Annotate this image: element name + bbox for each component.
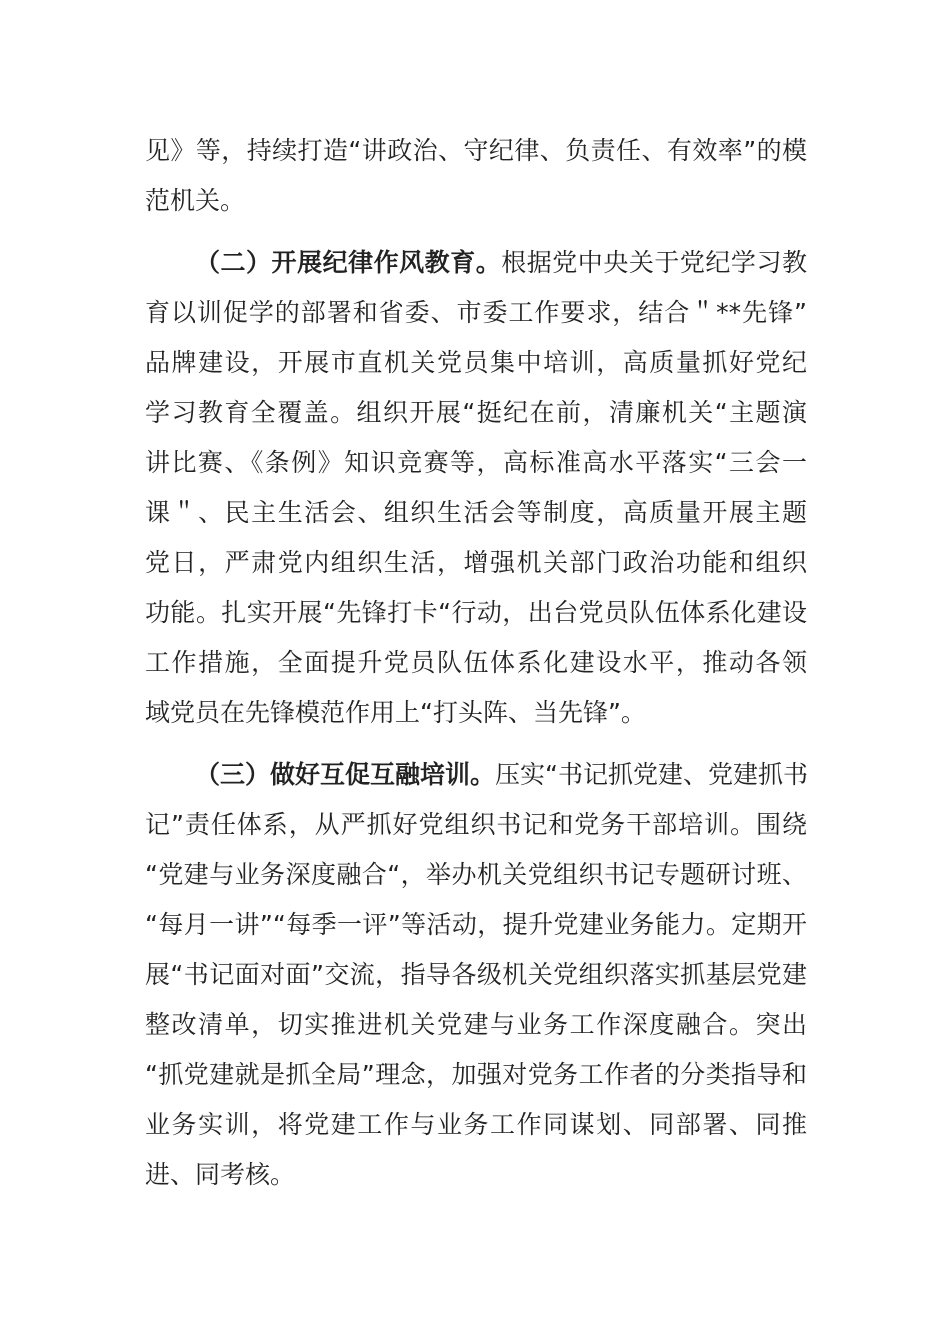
text-line: 党日，严肃党内组织生活，增强机关部门政治功能和组织: [145, 548, 807, 577]
document-body: [145, 126, 807, 1200]
text-line: 业务实训，将党建工作与业务工作同谋划、同部署、同推: [145, 1110, 807, 1139]
text-line: 记”责任体系，从严抓好党组织书记和党务干部培训。围绕: [145, 810, 807, 839]
text-line: 功能。扎实开展“先锋打卡“行动，出台党员队伍体系化建设: [145, 598, 807, 627]
text-line: 范机关。: [145, 186, 246, 215]
text-line: 学习教育全覆盖。组织开展“挺纪在前，清廉机关“主题演: [145, 398, 807, 427]
text-line: 整改清单，切实推进机关党建与业务工作深度融合。突出: [145, 1010, 807, 1039]
text-run: 根据党中央关于党纪学习教: [501, 248, 807, 277]
paragraph-first-line: [145, 750, 807, 800]
text-line: “党建与业务深度融合“，举办机关党组织书记专题研讨班、: [145, 860, 807, 889]
paragraph-integration-training: [145, 750, 807, 1200]
text-line: 见》等，持续打造“讲政治、守纪律、负责任、有效率”的模: [145, 136, 807, 165]
paragraph-continuation: [145, 126, 807, 226]
text-line: 域党员在先锋模范作用上“打头阵、当先锋”。: [145, 698, 646, 727]
text-line: 展“书记面对面”交流，指导各级机关党组织落实抓基层党建: [145, 960, 807, 989]
section-heading: （二）开展纪律作风教育。: [195, 248, 502, 277]
section-heading: （三）做好互促互融培训。: [195, 760, 496, 789]
paragraph-first-line: [145, 238, 807, 288]
text-run: 压实“书记抓党建、党建抓书: [495, 760, 808, 789]
text-line: 课＂、民主生活会、组织生活会等制度，高质量开展主题: [145, 498, 807, 527]
paragraph-gap: [145, 738, 807, 750]
text-line: 工作措施，全面提升党员队伍体系化建设水平，推动各领: [145, 648, 807, 677]
text-line: 品牌建设，开展市直机关党员集中培训，高质量抓好党纪: [145, 348, 807, 377]
text-line: “每月一讲”“每季一评”等活动，提升党建业务能力。定期开: [145, 910, 807, 939]
text-line: 讲比赛、《条例》知识竞赛等，高标准高水平落实“三会一: [145, 448, 807, 477]
paragraph-gap: [145, 226, 807, 238]
text-line: 进、同考核。: [145, 1160, 296, 1189]
paragraph-discipline-education: [145, 238, 807, 738]
text-line: “抓党建就是抓全局”理念，加强对党务工作者的分类指导和: [145, 1060, 807, 1089]
text-line: 育以训促学的部署和省委、市委工作要求，结合＂**先锋”: [145, 298, 807, 327]
